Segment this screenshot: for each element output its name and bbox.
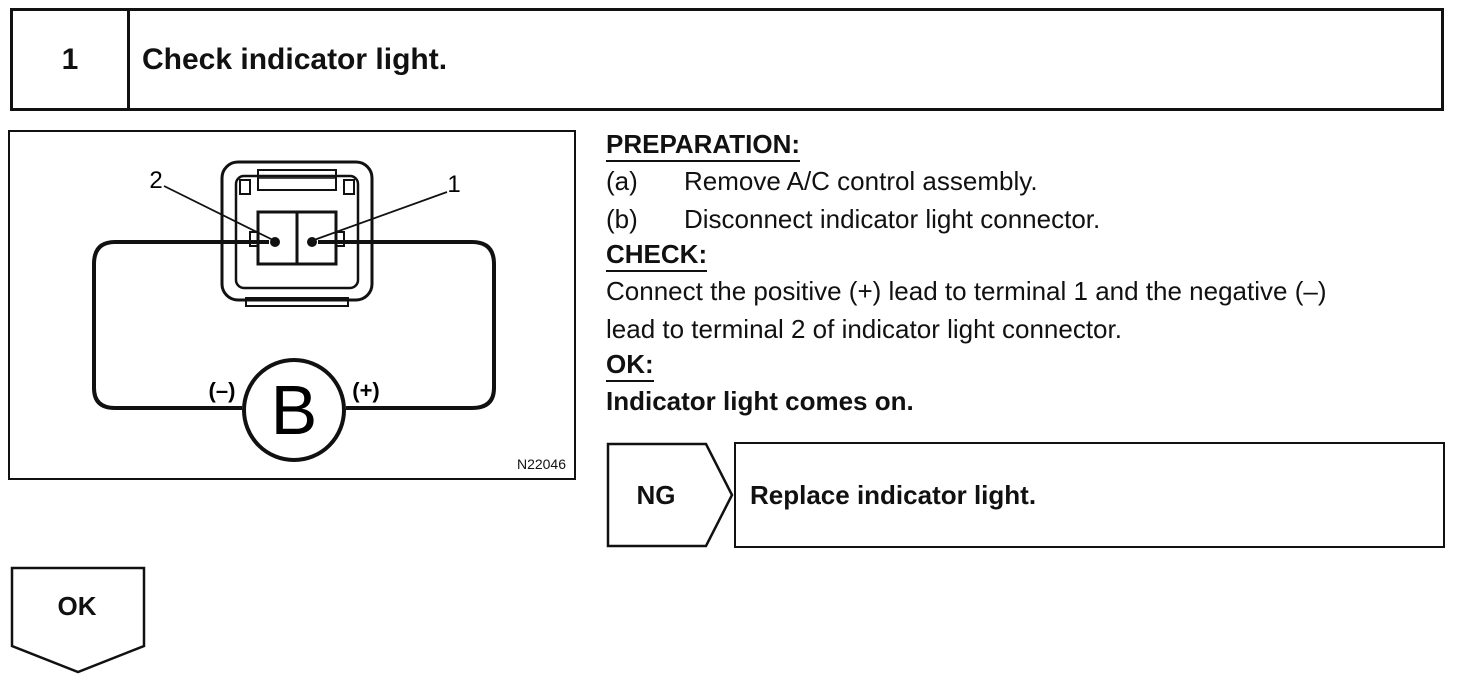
step-label: (a) <box>606 166 638 196</box>
instructions <box>606 128 1456 420</box>
step-title: Check indicator light. <box>142 42 448 76</box>
check-text-line: lead to terminal 2 of indicator light connector. <box>606 314 1122 344</box>
ok-label: OK <box>57 590 97 621</box>
wire-negative <box>94 242 269 408</box>
preparation-heading: PREPARATION: <box>606 128 800 162</box>
wiring-figure <box>8 130 576 480</box>
terminal-1-dot <box>307 237 317 247</box>
ng-action-box <box>734 442 1445 548</box>
step-header <box>10 8 1444 111</box>
step-label: (b) <box>606 204 638 234</box>
ng-label: NG <box>636 479 676 510</box>
step-text: Remove A/C control assembly. <box>684 166 1038 196</box>
ng-action-text: Replace indicator light. <box>750 479 1037 510</box>
preparation-step <box>606 162 1456 200</box>
figure-code: N22046 <box>516 456 566 472</box>
terminal-2-label: 2 <box>149 167 163 194</box>
connector-latch <box>258 170 336 190</box>
leader-line-1 <box>314 192 447 240</box>
check-heading: CHECK: <box>606 238 707 272</box>
battery-label: B <box>270 371 318 449</box>
minus-label: (–) <box>208 378 236 403</box>
connector-tab-right <box>344 180 354 194</box>
ok-text: Indicator light comes on. <box>606 386 914 416</box>
check-text-line: Connect the positive (+) lead to terminal 1 and the negative (–) <box>606 276 1327 306</box>
connector-diagram <box>10 132 578 482</box>
preparation-step <box>606 200 1456 238</box>
wire-positive <box>318 242 494 408</box>
plus-label: (+) <box>352 378 380 403</box>
terminal-1-label: 1 <box>447 171 461 198</box>
step-number: 1 <box>13 11 130 108</box>
ok-heading: OK: <box>606 348 654 382</box>
connector-tab-left <box>240 180 250 194</box>
step-text: Disconnect indicator light connector. <box>684 204 1101 234</box>
